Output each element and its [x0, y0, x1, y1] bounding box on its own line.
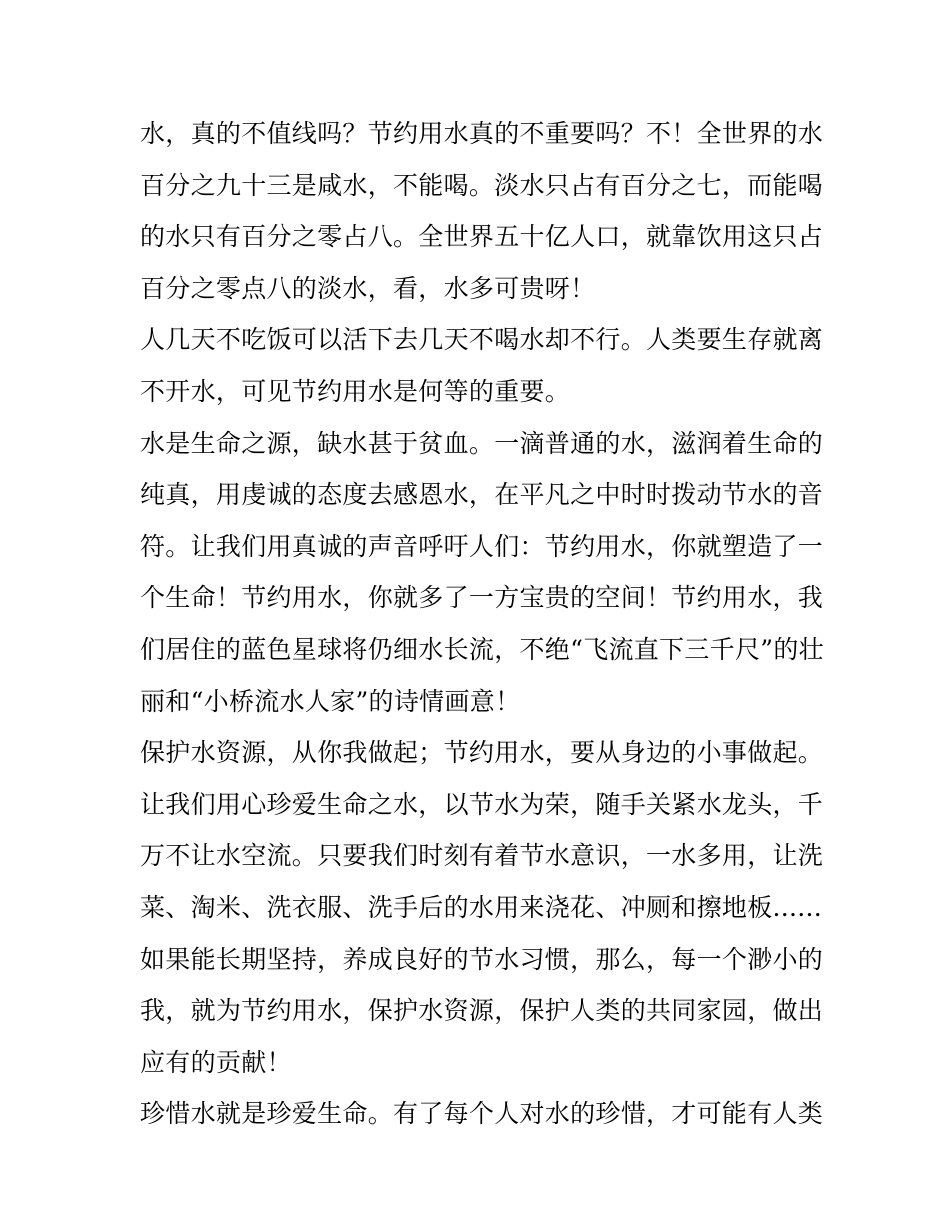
text-line: 们居住的蓝色星球将仍细水长流，不绝“飞流直下三千尺”的壮 — [140, 634, 824, 664]
text-line: 万不让水空流。只要我们时刻有着节水意识，一水多用，让洗 — [140, 841, 824, 871]
text-line: 百分之九十三是咸水，不能喝。淡水只占有百分之七，而能喝 — [140, 170, 824, 200]
text-line: 个生命！节约用水，你就多了一方宝贵的空间！节约用水，我 — [140, 583, 824, 613]
document-body — [140, 108, 824, 1140]
text-line: 如果能长期坚持，养成良好的节水习惯，那么，每一个渺小的 — [140, 944, 824, 974]
text-line: 纯真，用虔诚的态度去感恩水，在平凡之中时时拨动节水的音 — [140, 480, 824, 510]
text-line: 水，真的不值线吗？节约用水真的不重要吗？不！全世界的水 — [140, 119, 824, 148]
text-line: 不开水，可见节约用水是何等的重要。 — [140, 376, 571, 406]
text-line: 珍惜水就是珍爱生命。有了每个人对水的珍惜，才可能有人类 — [140, 1099, 824, 1129]
text-line: 水是生命之源，缺水甚于贫血。一滴普通的水，滋润着生命的 — [140, 428, 824, 458]
text-line: 符。让我们用真诚的声音呼吁人们：节约用水，你就塑造了一 — [140, 531, 824, 561]
text-line: 的水只有百分之零占八。全世界五十亿人口，就靠饮用这只占 — [140, 222, 824, 252]
text-line: 丽和“小桥流水人家”的诗情画意！ — [140, 686, 521, 716]
text-line: 让我们用心珍爱生命之水，以节水为荣，随手关紧水龙头，千 — [140, 789, 824, 819]
text-line: 保护水资源，从你我做起；节约用水，要从身边的小事做起。 — [140, 738, 824, 768]
text-line: 菜、淘米、洗衣服、洗手后的水用来浇花、冲厕和擦地板...... — [140, 892, 822, 922]
text-line: 百分之零点八的淡水，看，水多可贵呀！ — [140, 273, 596, 303]
text-line: 我，就为节约用水，保护水资源，保护人类的共同家园，做出 — [140, 996, 824, 1026]
text-line: 应有的贡献！ — [140, 1047, 292, 1077]
text-line: 人几天不吃饭可以活下去几天不喝水却不行。人类要生存就离 — [140, 325, 824, 355]
